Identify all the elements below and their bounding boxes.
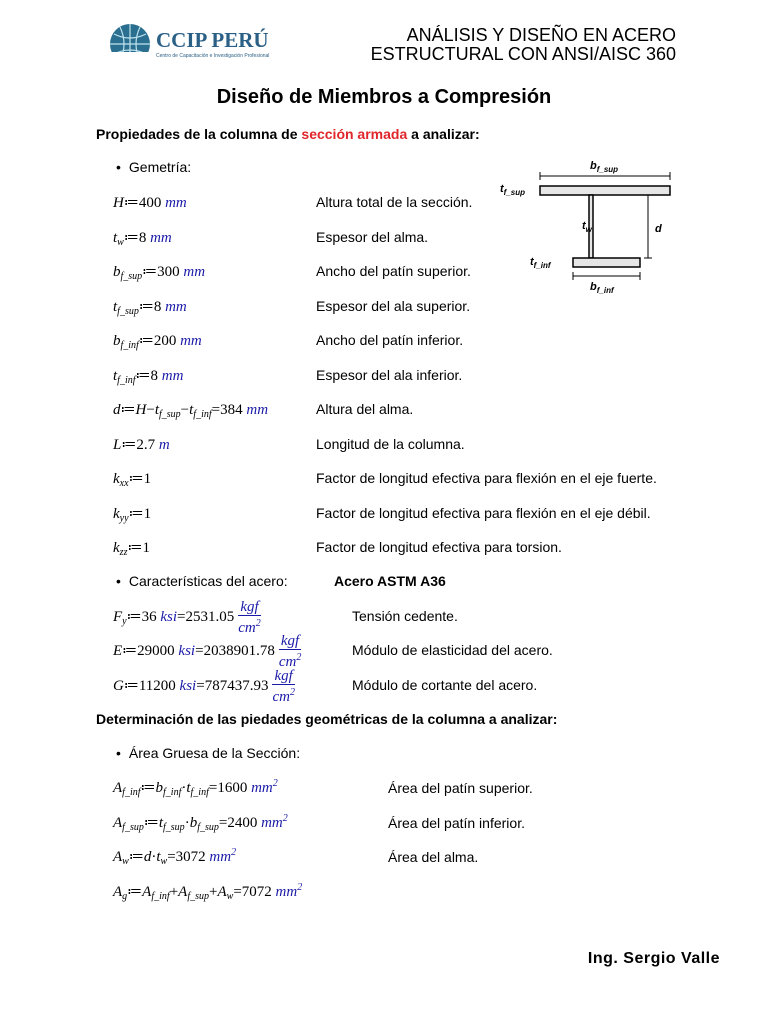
label-bfinf: $b_{f\_inf}$ bbox=[590, 281, 614, 295]
geom-row-bfsup: $b_{f\_sup}≔300$ mm bbox=[113, 264, 206, 282]
heading-prefix: Propiedades de la columna de bbox=[96, 126, 302, 142]
area-row-afinf: $A_{f\_inf}≔b_{f\_inf}\cdot t_{f\_inf}=1600$ $mm^2$ bbox=[113, 778, 278, 798]
geom-desc-kyy: Factor de longitud efectiva para flexión en el eje débil. bbox=[316, 505, 651, 521]
label-tw: $t_w$ bbox=[582, 220, 592, 234]
steel-row-Fy: $F_y≔36$ ksi=2531.05 $\frac{\text{kgf}}{cm^2}$ bbox=[113, 599, 261, 636]
area-row-ag: $A_g≔A_{f\_inf}+A_{f\_sup}+A_w=7072$ $mm^2$ bbox=[113, 882, 303, 902]
logo bbox=[108, 22, 278, 66]
geom-desc-tw: Espesor del alma. bbox=[316, 229, 429, 245]
geom-desc-bfsup: Ancho del patín superior. bbox=[316, 263, 471, 279]
geom-desc-bfinf: Ancho del patín inferior. bbox=[316, 332, 464, 348]
section-shape bbox=[540, 186, 670, 267]
globe-icon bbox=[108, 22, 152, 66]
steel-name: Acero ASTM A36 bbox=[334, 573, 446, 589]
heading-highlight: sección armada bbox=[301, 126, 408, 142]
section-heading-properties bbox=[96, 126, 480, 142]
logo-name: CCIP PERÚ bbox=[156, 28, 269, 52]
steel-desc-E: Módulo de elasticidad del acero. bbox=[352, 642, 553, 658]
course-line-1: ANÁLISIS Y DISEÑO EN ACERO bbox=[406, 25, 676, 45]
steel-desc-G: Módulo de cortante del acero. bbox=[352, 677, 538, 693]
label-d: d bbox=[655, 223, 662, 235]
geom-row-kyy: $k_{yy}≔1$ bbox=[113, 506, 152, 524]
geom-desc-kxx: Factor de longitud efectiva para flexión en el eje fuerte. bbox=[316, 470, 657, 486]
course-title bbox=[371, 26, 676, 64]
heading-suffix: a analizar: bbox=[407, 126, 480, 142]
bullet-geometry: • Gemetría: bbox=[116, 159, 191, 175]
logo-subtitle: Centro de Capacitación e Investigación Profesional bbox=[156, 53, 270, 59]
bullet-area: • Área Gruesa de la Sección: bbox=[116, 745, 300, 761]
geom-row-tfsup: $t_{f\_sup}≔8$ mm bbox=[113, 299, 187, 317]
geom-desc-kzz: Factor de longitud efectiva para torsion. bbox=[316, 539, 562, 555]
label-bfsup: $b_{f\_sup}$ bbox=[590, 160, 619, 174]
label-tfinf: $t_{f\_inf}$ bbox=[530, 256, 551, 270]
area-desc-aw: Área del alma. bbox=[388, 849, 479, 865]
geom-row-kzz: $k_{zz}≔1$ bbox=[113, 540, 150, 558]
geom-desc-d: Altura del alma. bbox=[316, 401, 414, 417]
geom-row-tw: $t_w≔8$ mm bbox=[113, 230, 172, 248]
geom-desc-H: Altura total de la sección. bbox=[316, 194, 473, 210]
geom-row-kxx: $k_{xx}≔1$ bbox=[113, 471, 152, 489]
area-desc-afsup: Área del patín inferior. bbox=[388, 815, 525, 831]
label-tfsup: $t_{f\_sup}$ bbox=[500, 183, 526, 197]
geom-row-bfinf: $b_{f\_inf}≔200$ mm bbox=[113, 333, 202, 351]
geom-row-H: H≔400 mm bbox=[113, 195, 187, 211]
section-heading-geometric: Determinación de las piedades geométricas de la columna a analizar: bbox=[96, 711, 558, 727]
geom-row-tfinf: $t_{f\_inf}≔8$ mm bbox=[113, 368, 184, 386]
author: Ing. Sergio Valle bbox=[587, 950, 720, 967]
course-line-2: ESTRUCTURAL CON ANSI/AISC 360 bbox=[370, 44, 676, 64]
bullet-steel: • Características del acero: bbox=[116, 573, 288, 589]
geom-desc-tfinf: Espesor del ala inferior. bbox=[316, 367, 463, 383]
steel-row-G: G≔11200 ksi=787437.93 $\frac{\text{kgf}}{cm^2}$ bbox=[113, 668, 295, 705]
geom-desc-L: Longitud de la columna. bbox=[316, 436, 465, 452]
geom-row-d: $d≔H-t_{f\_sup}-t_{f\_inf}=384$ mm bbox=[113, 402, 269, 420]
steel-desc-Fy: Tensión cedente. bbox=[352, 608, 458, 624]
i-section-diagram bbox=[498, 152, 688, 302]
area-desc-afinf: Área del patín superior. bbox=[388, 780, 533, 796]
area-row-aw: $A_w≔d\cdot t_w=3072$ $mm^2$ bbox=[113, 847, 237, 867]
steel-row-E: E≔29000 ksi=2038901.78 $\frac{\text{kgf}}{cm^2}$ bbox=[113, 633, 302, 670]
area-row-afsup: $A_{f\_sup}≔t_{f\_sup}\cdot b_{f\_sup}=2400$ $mm^2$ bbox=[113, 813, 288, 833]
geom-desc-tfsup: Espesor del ala superior. bbox=[316, 298, 471, 314]
page-title: Diseño de Miembros a Compresión bbox=[216, 86, 552, 108]
geom-row-L: L≔2.7 m bbox=[113, 437, 170, 453]
